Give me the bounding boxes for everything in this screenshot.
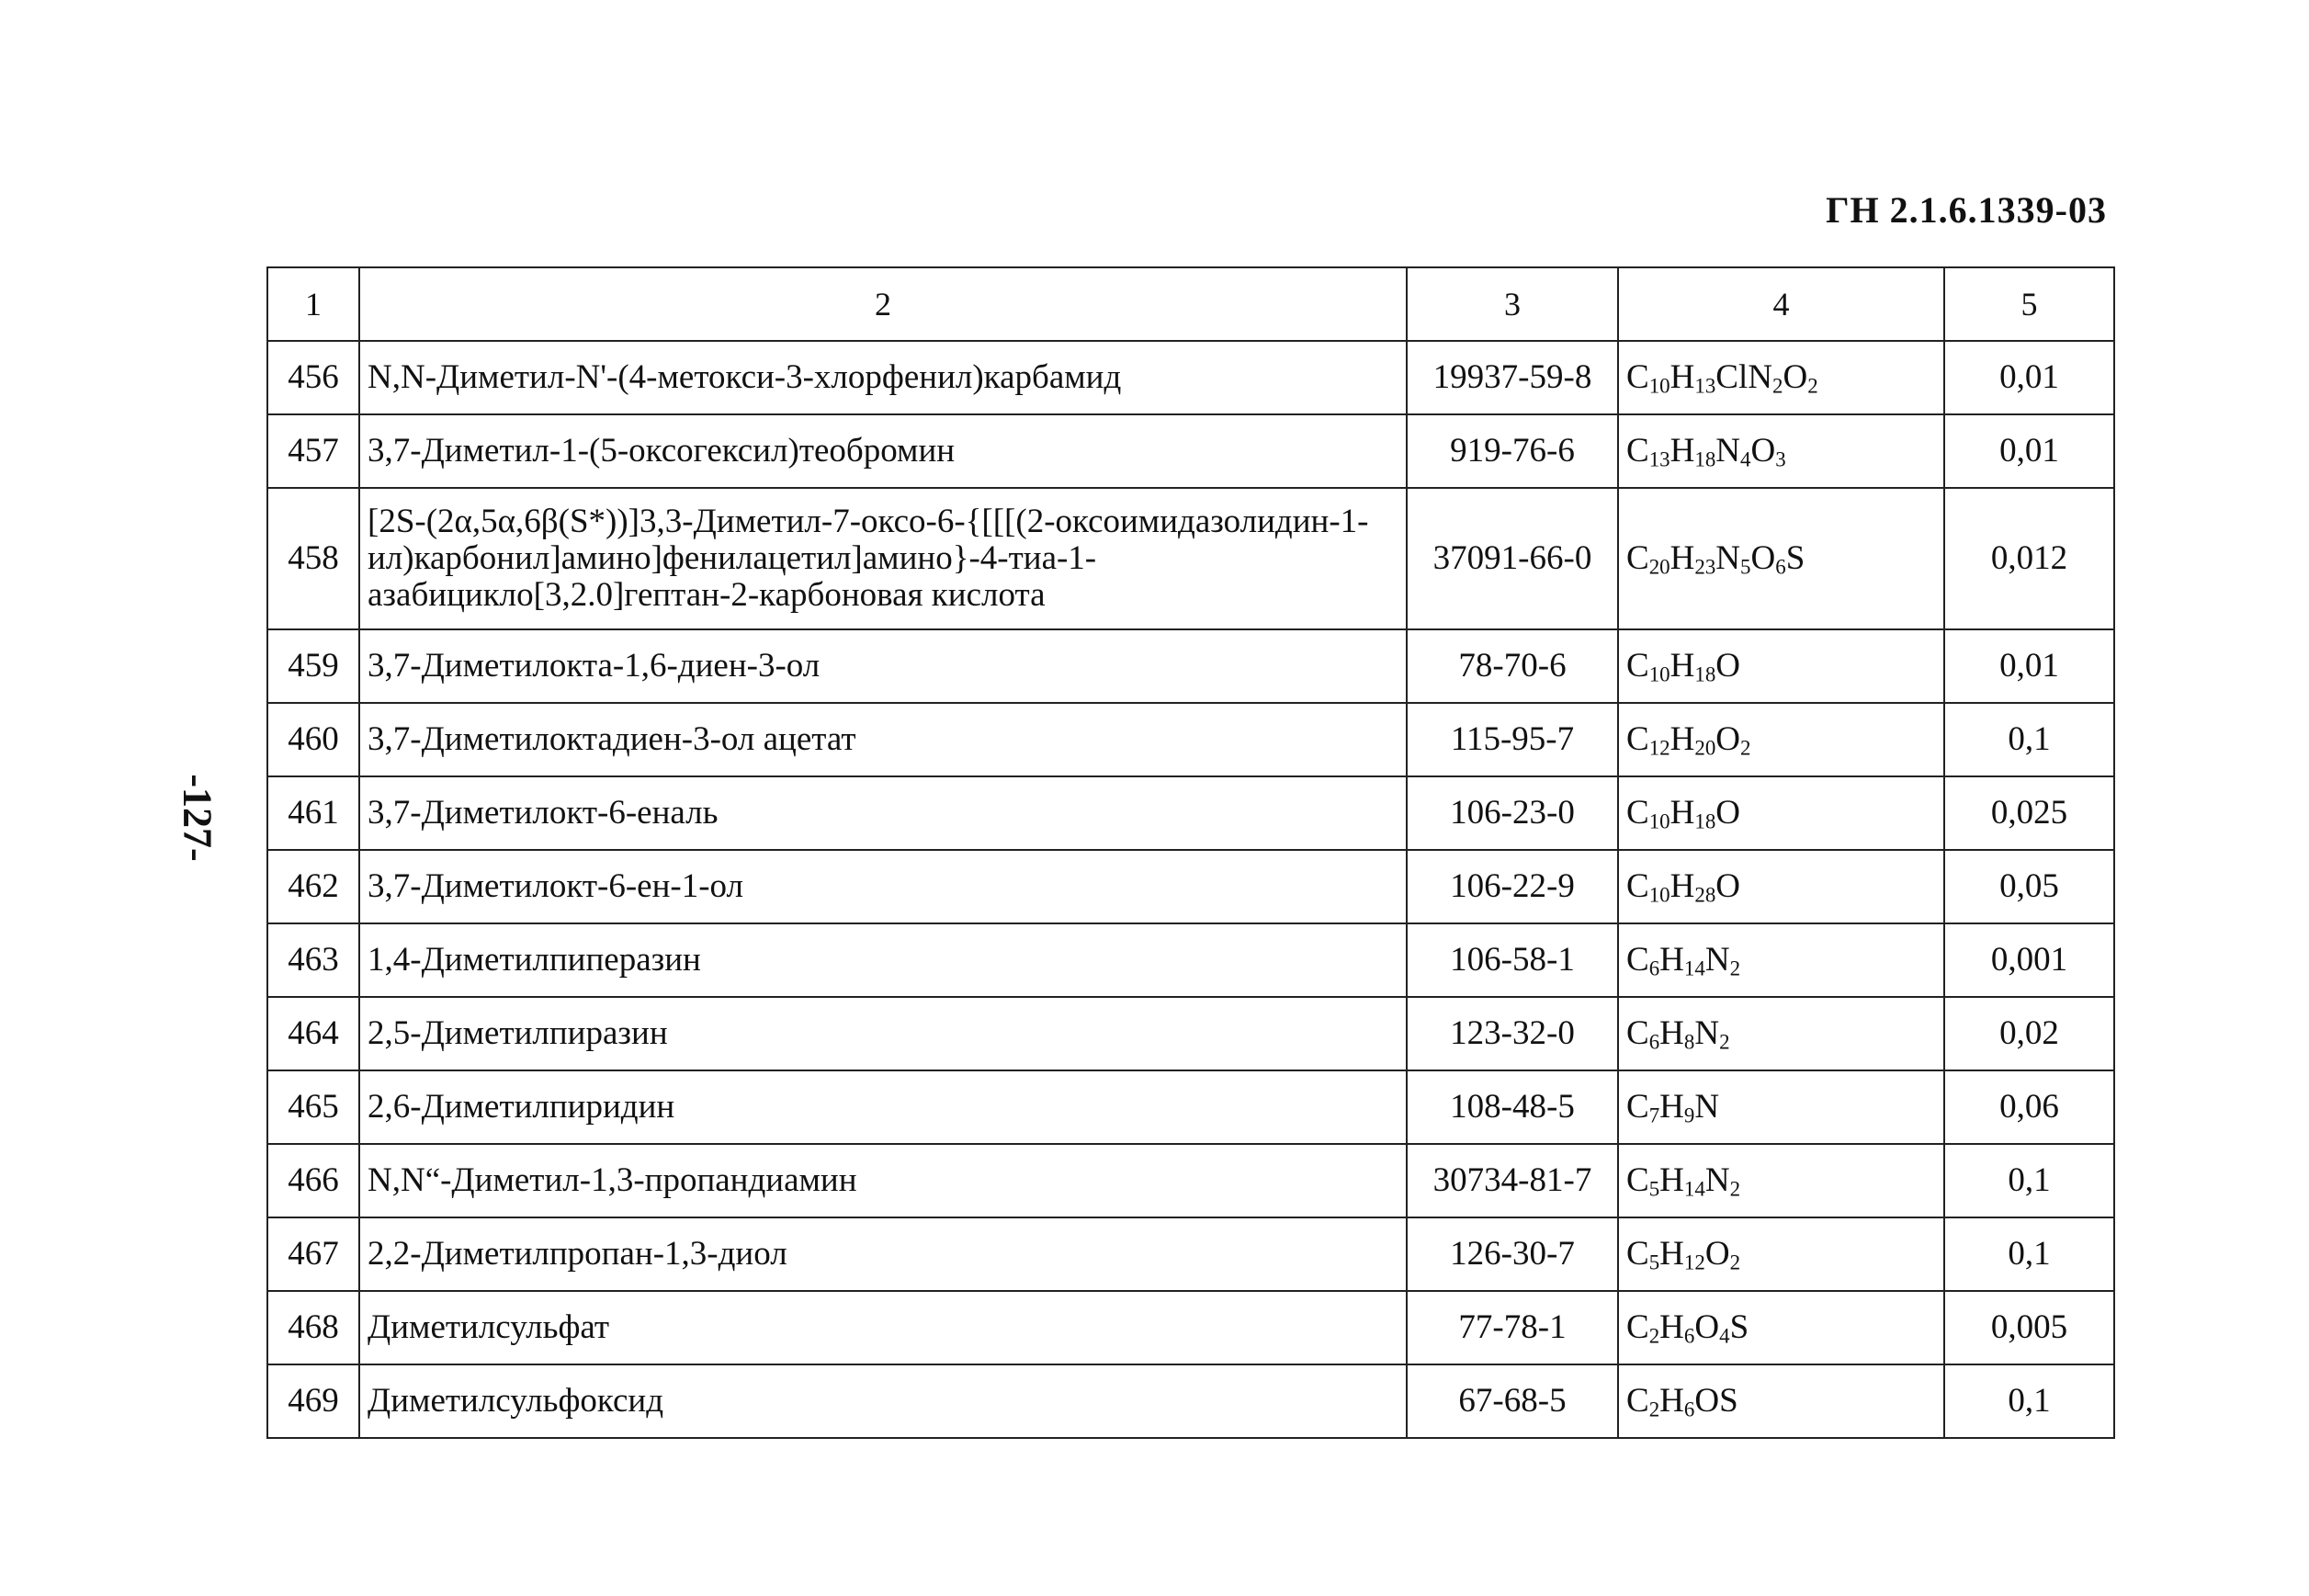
cas-number: 77-78-1	[1407, 1291, 1618, 1364]
chemical-formula: $C_{10}H_{13}ClN_2O_2$	[1618, 341, 1944, 414]
table-body	[267, 341, 2114, 1438]
substance-name: 2,2-Диметилпропан-1,3-диол	[359, 1217, 1407, 1291]
concentration-value: 0,05	[1944, 850, 2114, 923]
table-header-row	[267, 267, 2114, 341]
cas-number: 106-22-9	[1407, 850, 1618, 923]
column-header: 4	[1618, 267, 1944, 341]
concentration-value: 0,02	[1944, 997, 2114, 1070]
substance-name: Диметилсульфоксид	[359, 1364, 1407, 1438]
substance-name: Диметилсульфат	[359, 1291, 1407, 1364]
substance-name: 1,4-Диметилпиперазин	[359, 923, 1407, 997]
cas-number: 19937-59-8	[1407, 341, 1618, 414]
table-row	[267, 1217, 2114, 1291]
concentration-value: 0,01	[1944, 341, 2114, 414]
chemical-formula: $C_5H_{12}O_2$	[1618, 1217, 1944, 1291]
substance-name: 3,7-Диметилокт-6-еналь	[359, 776, 1407, 850]
concentration-value: 0,025	[1944, 776, 2114, 850]
table-row	[267, 1364, 2114, 1438]
table-row	[267, 703, 2114, 776]
cas-number: 106-58-1	[1407, 923, 1618, 997]
substance-name: N,N-Диметил-N'-(4-метокси-3-хлорфенил)карбамид	[359, 341, 1407, 414]
page-number: -127-	[175, 774, 221, 862]
table-row	[267, 1291, 2114, 1364]
row-number: 461	[267, 776, 359, 850]
concentration-value: 0,005	[1944, 1291, 2114, 1364]
chemical-formula: $C_{13}H_{18}N_4O_3$	[1618, 414, 1944, 488]
row-number: 469	[267, 1364, 359, 1438]
row-number: 462	[267, 850, 359, 923]
row-number: 465	[267, 1070, 359, 1144]
row-number: 457	[267, 414, 359, 488]
chemical-formula: $C_5H_{14}N_2$	[1618, 1144, 1944, 1217]
concentration-value: 0,06	[1944, 1070, 2114, 1144]
substance-name: 3,7-Диметил-1-(5-оксогексил)теобромин	[359, 414, 1407, 488]
substance-name: 3,7-Диметилоктадиен-3-ол ацетат	[359, 703, 1407, 776]
cas-number: 123-32-0	[1407, 997, 1618, 1070]
row-number: 463	[267, 923, 359, 997]
row-number: 460	[267, 703, 359, 776]
substance-name: [2S-(2α,5α,6β(S*))]3,3-Диметил-7-оксо-6-{[[[(2-оксоимидазолидин-1-ил)карбонил]амино]фенилацетил]амино}-4-тиа-1-азабицикло[3,2.0]гептан-2-карбоновая кислота	[359, 488, 1407, 629]
cas-number: 37091-66-0	[1407, 488, 1618, 629]
cas-number: 115-95-7	[1407, 703, 1618, 776]
cas-number: 108-48-5	[1407, 1070, 1618, 1144]
chemical-formula: $C_2H_6O_4S$	[1618, 1291, 1944, 1364]
table-row	[267, 776, 2114, 850]
chemical-formula: $C_6H_{14}N_2$	[1618, 923, 1944, 997]
substances-table	[266, 266, 2115, 1439]
cas-number: 919-76-6	[1407, 414, 1618, 488]
chemical-formula: $C_{10}H_{18}O$	[1618, 629, 1944, 703]
table-row	[267, 1144, 2114, 1217]
concentration-value: 0,1	[1944, 1217, 2114, 1291]
chemical-formula: $C_2H_6OS$	[1618, 1364, 1944, 1438]
chemical-formula: $C_{20}H_{23}N_5O_6S$	[1618, 488, 1944, 629]
cas-number: 78-70-6	[1407, 629, 1618, 703]
chemical-formula: $C_{10}H_{28}O$	[1618, 850, 1944, 923]
concentration-value: 0,01	[1944, 414, 2114, 488]
table-row	[267, 997, 2114, 1070]
table-row	[267, 850, 2114, 923]
column-header: 5	[1944, 267, 2114, 341]
substance-name: 3,7-Диметилокта-1,6-диен-3-ол	[359, 629, 1407, 703]
row-number: 459	[267, 629, 359, 703]
table-row	[267, 923, 2114, 997]
concentration-value: 0,001	[1944, 923, 2114, 997]
column-header: 1	[267, 267, 359, 341]
concentration-value: 0,1	[1944, 703, 2114, 776]
table-row	[267, 414, 2114, 488]
substance-name: 2,6-Диметилпиридин	[359, 1070, 1407, 1144]
cas-number: 106-23-0	[1407, 776, 1618, 850]
cas-number: 67-68-5	[1407, 1364, 1618, 1438]
table-row	[267, 629, 2114, 703]
concentration-value: 0,012	[1944, 488, 2114, 629]
concentration-value: 0,1	[1944, 1144, 2114, 1217]
row-number: 456	[267, 341, 359, 414]
table-row	[267, 341, 2114, 414]
document-code: ГН 2.1.6.1339-03	[1826, 189, 2107, 231]
row-number: 464	[267, 997, 359, 1070]
chemical-formula: $C_{12}H_{20}O_2$	[1618, 703, 1944, 776]
column-header: 2	[359, 267, 1407, 341]
table-row	[267, 488, 2114, 629]
substance-name: 3,7-Диметилокт-6-ен-1-ол	[359, 850, 1407, 923]
column-header: 3	[1407, 267, 1618, 341]
chemical-formula: $C_6H_8N_2$	[1618, 997, 1944, 1070]
row-number: 466	[267, 1144, 359, 1217]
cas-number: 30734-81-7	[1407, 1144, 1618, 1217]
row-number: 458	[267, 488, 359, 629]
substance-name: N,N“-Диметил-1,3-пропандиамин	[359, 1144, 1407, 1217]
chemical-formula: $C_7H_9N$	[1618, 1070, 1944, 1144]
table-row	[267, 1070, 2114, 1144]
concentration-value: 0,01	[1944, 629, 2114, 703]
row-number: 468	[267, 1291, 359, 1364]
cas-number: 126-30-7	[1407, 1217, 1618, 1291]
chemical-formula: $C_{10}H_{18}O$	[1618, 776, 1944, 850]
concentration-value: 0,1	[1944, 1364, 2114, 1438]
row-number: 467	[267, 1217, 359, 1291]
substance-name: 2,5-Диметилпиразин	[359, 997, 1407, 1070]
